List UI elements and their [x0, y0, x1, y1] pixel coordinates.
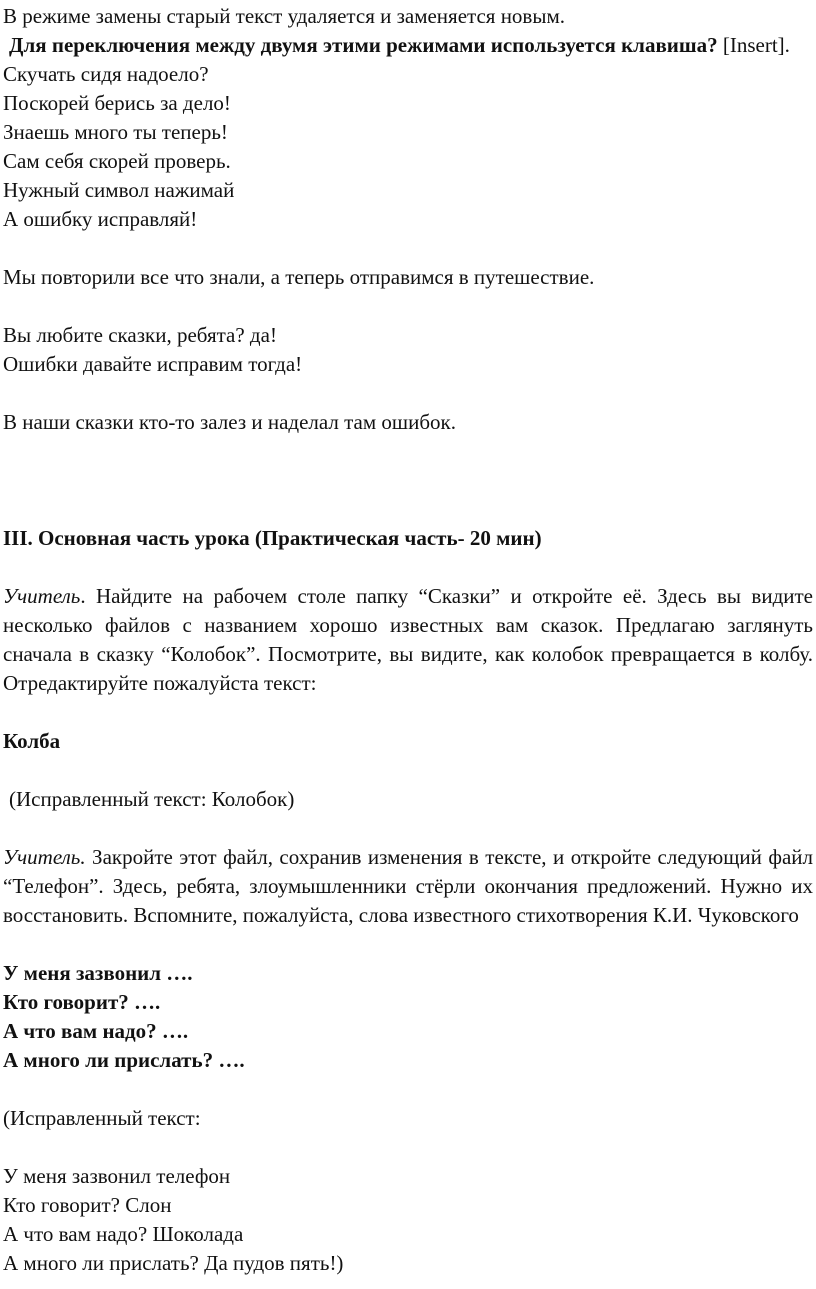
teacher-paragraph-2: [3, 843, 813, 930]
teacher-text: . Найдите на рабочем столе папку “Сказки” и откройте её. Здесь вы видите несколько файлов с названием хорошо известных вам сказок. Предлагаю заглянуть сначала в сказку “Колобок”. Посмотрите, вы видите, как колобок превращается в колбу. Отредактируйте пожалуйста текст:: [3, 584, 813, 695]
phone-fixed-line: У меня зазвонил телефон: [3, 1164, 231, 1188]
poem-block: [3, 60, 813, 234]
spacer: [3, 495, 813, 524]
spacer: [3, 553, 813, 582]
phone-fixed-line: А много ли прислать? Да пудов пять!): [3, 1251, 344, 1275]
teacher-label: Учитель: [3, 584, 81, 608]
insert-answer: [Insert].: [717, 33, 790, 57]
poem-line: Скучать сидя надоело?: [3, 62, 209, 86]
kolba-word: Колба: [3, 729, 61, 753]
poem-line: А ошибку исправляй!: [3, 207, 198, 231]
spacer: [3, 698, 813, 727]
spacer: [3, 930, 813, 959]
teacher-paragraph-1: [3, 582, 813, 698]
phone-fixed-line: А что вам надо? Шоколада: [3, 1222, 244, 1246]
spacer: [3, 814, 813, 843]
fairy-line: Вы любите сказки, ребята? да!: [3, 323, 277, 347]
teacher-label: Учитель.: [3, 845, 86, 869]
phone-fixed-line: Кто говорит? Слон: [3, 1193, 172, 1217]
spacer: [3, 292, 813, 321]
poem-line: Нужный символ нажимай: [3, 178, 235, 202]
spacer: [3, 756, 813, 785]
spoiled-line: В наши сказки кто-то залез и наделал там ошибок.: [3, 410, 456, 434]
teacher-text: Закройте этот файл, сохранив изменения в тексте, и откройте следующий файл “Телефон”. Здесь, ребята, злоумышленники стёрли окончания предложений. Нужно их восстановить. Вспомните, пожалуйста, слова известного стихотворения К.И. Чуковского: [3, 845, 813, 927]
spacer: [3, 1133, 813, 1162]
poem-line: Сам себя скорей проверь.: [3, 149, 231, 173]
intro-line: В режиме замены старый текст удаляется и заменяется новым.: [3, 4, 565, 28]
poem-line: Поскорей берись за дело!: [3, 91, 231, 115]
phone-corrected-label: (Исправленный текст:: [3, 1106, 201, 1130]
phone-broken-line: А что вам надо? ….: [3, 1019, 189, 1043]
kolba-corrected: (Исправленный текст: Колобок): [9, 787, 295, 811]
phone-broken-line: Кто говорит? ….: [3, 990, 161, 1014]
insert-question: [3, 31, 813, 60]
repeat-line: Мы повторили все что знали, а теперь отправимся в путешествие.: [3, 265, 595, 289]
phone-broken-line: А много ли прислать? ….: [3, 1048, 245, 1072]
spacer: [3, 379, 813, 408]
spacer: [3, 437, 813, 495]
fairy-line: Ошибки давайте исправим тогда!: [3, 352, 303, 376]
poem-line: Знаешь много ты теперь!: [3, 120, 228, 144]
section-heading: III. Основная часть урока (Практическая часть- 20 мин): [3, 526, 542, 550]
phone-broken-line: У меня зазвонил ….: [3, 961, 193, 985]
spacer: [3, 1075, 813, 1104]
phone-fixed-block: [3, 1162, 813, 1278]
spacer: [3, 234, 813, 263]
phone-broken-block: [3, 959, 813, 1075]
insert-question-bold: Для переключения между двумя этими режимами используется клавиша?: [9, 33, 718, 57]
